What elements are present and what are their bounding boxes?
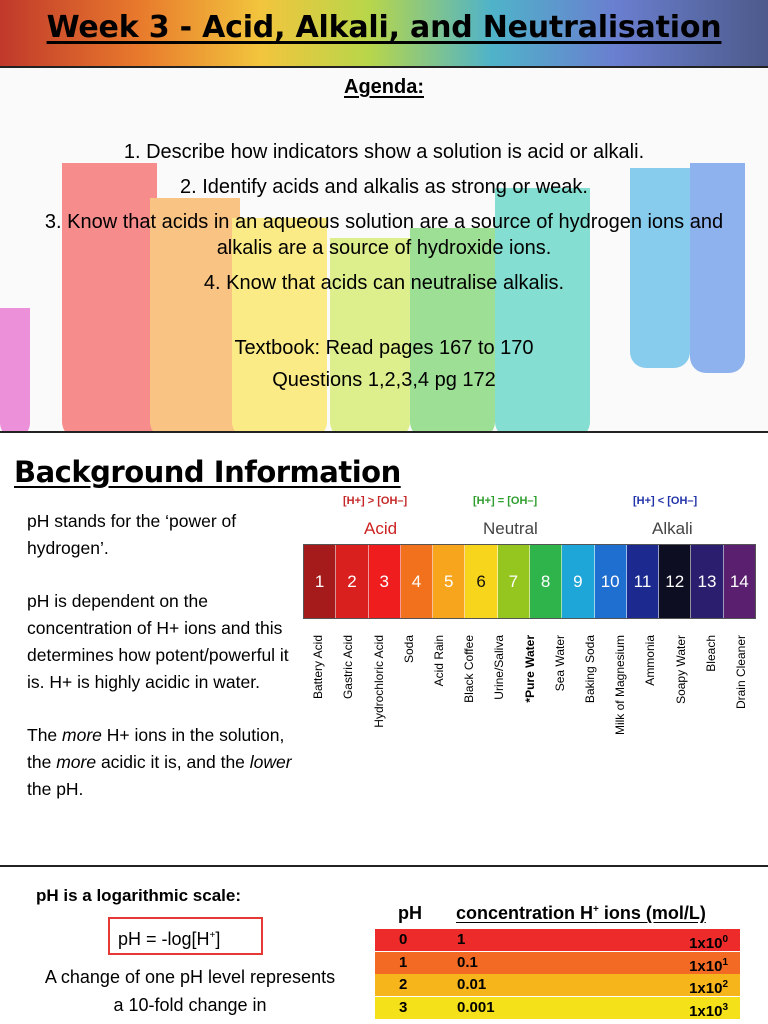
neutral-label: Neutral bbox=[483, 519, 538, 538]
ph-cell-6: 6 bbox=[465, 545, 497, 618]
agenda-goals bbox=[0, 139, 768, 296]
agenda-goal: 1. Describe how indicators show a solution is acid or alkali. bbox=[123, 141, 645, 163]
ph-example-column bbox=[726, 629, 756, 759]
ph-cell-14: 14 bbox=[724, 545, 755, 618]
ph-example-column bbox=[635, 629, 665, 759]
ph-example-label: Bleach bbox=[703, 635, 718, 672]
agenda-section bbox=[0, 68, 768, 433]
paragraph: The more H+ ions in the solution, the more acidic it is, and the lower the pH. bbox=[27, 725, 292, 799]
agenda-goal: 4. Know that acids can neutralise alkalis. bbox=[203, 272, 565, 294]
questions: Questions 1,2,3,4 pg 172 bbox=[272, 369, 496, 391]
paragraph: pH is dependent on the concentration of H+ ions and this determines how potent/powerful it is. H+ is highly acidic in water. bbox=[27, 591, 289, 692]
ph-example-label: Battery Acid bbox=[311, 635, 326, 700]
ph-example-label: Black Coffee bbox=[462, 635, 477, 703]
row-ph: 0 bbox=[399, 931, 408, 948]
logarithmic-section bbox=[0, 867, 768, 1024]
textbook-pages: Textbook: Read pages 167 to 170 bbox=[234, 337, 534, 359]
row-ph: 1 bbox=[399, 953, 408, 971]
alkali-condition: [H+] < [OH–] bbox=[633, 495, 698, 507]
ph-scale-bar bbox=[303, 544, 756, 619]
table-row bbox=[375, 974, 740, 996]
ph-cell-7: 7 bbox=[498, 545, 530, 618]
ph-cell-12: 12 bbox=[659, 545, 691, 618]
ph-example-column bbox=[454, 629, 484, 759]
ph-cell-2: 2 bbox=[336, 545, 368, 618]
ph-cell-11: 11 bbox=[627, 545, 659, 618]
ph-example-column bbox=[665, 629, 695, 759]
ph-example-label: *Pure Water bbox=[522, 635, 537, 703]
ph-cell-13: 13 bbox=[691, 545, 723, 618]
log-heading: pH is a logarithmic scale: bbox=[36, 886, 242, 905]
table-row bbox=[375, 929, 740, 951]
row-scientific: $1x10^3$ bbox=[689, 1001, 728, 1020]
ph-cell-8: 8 bbox=[530, 545, 562, 618]
table-header-concentration: concentration H+ ions (mol/L) bbox=[456, 903, 706, 923]
ph-example-column bbox=[484, 629, 514, 759]
ph-example-column bbox=[514, 629, 544, 759]
ph-example-label: Sea Water bbox=[552, 635, 567, 692]
ph-example-column bbox=[303, 629, 333, 759]
ph-example-column bbox=[394, 629, 424, 759]
ph-example-label: Acid Rain bbox=[431, 635, 446, 687]
row-ph: 2 bbox=[399, 976, 408, 993]
row-concentration: 0.001 bbox=[457, 998, 495, 1016]
ph-example-label: Soapy Water bbox=[673, 635, 688, 704]
acid-label: Acid bbox=[364, 519, 398, 538]
acid-condition: [H+] > [OH–] bbox=[343, 495, 408, 507]
title-banner bbox=[0, 0, 768, 68]
row-scientific: $1x10^0$ bbox=[689, 934, 728, 952]
page-title: Week 3 - Acid, Alkali, and Neutralisation bbox=[46, 10, 722, 45]
table-row bbox=[375, 997, 740, 1019]
ph-example-column bbox=[605, 629, 635, 759]
row-scientific: $1x10^1$ bbox=[689, 956, 728, 975]
ph-example-column bbox=[424, 629, 454, 759]
row-concentration: 0.1 bbox=[457, 953, 478, 971]
row-ph: 3 bbox=[399, 998, 408, 1016]
agenda-goal: 3. Know that acids in an aqueous solution are a source of hydrogen ions and alkalis are a source of hydroxide ions. bbox=[44, 211, 724, 259]
ph-example-label: Drain Cleaner bbox=[733, 635, 748, 710]
table-row bbox=[375, 952, 740, 974]
background-text bbox=[27, 508, 297, 829]
ph-example-label: Milk of Magnesium bbox=[613, 635, 628, 736]
ph-example-label: Baking Soda bbox=[582, 635, 597, 704]
ph-cell-9: 9 bbox=[562, 545, 594, 618]
ph-example-column bbox=[333, 629, 363, 759]
ph-example-label: Hydrochloric Acid bbox=[371, 635, 386, 728]
ph-example-column bbox=[575, 629, 605, 759]
row-concentration: 1 bbox=[457, 931, 466, 948]
ph-example-label: Soda bbox=[401, 635, 416, 664]
ph-cell-10: 10 bbox=[595, 545, 627, 618]
alkali-label: Alkali bbox=[652, 519, 693, 538]
ph-example-column bbox=[696, 629, 726, 759]
background-section bbox=[0, 433, 768, 867]
agenda-heading: Agenda: bbox=[344, 76, 424, 98]
ph-formula-box: pH = -log[H+] bbox=[108, 917, 263, 955]
agenda-content bbox=[0, 68, 768, 431]
ph-example-label: Ammonia bbox=[643, 635, 658, 686]
ph-example-label: Gastric Acid bbox=[341, 635, 356, 700]
row-scientific: $1x10^2$ bbox=[689, 979, 728, 997]
log-description: A change of one pH level represents a 10-fold change in bbox=[44, 967, 336, 1015]
ph-example-label: Urine/Saliva bbox=[492, 635, 507, 700]
ph-cell-4: 4 bbox=[401, 545, 433, 618]
ph-examples bbox=[303, 629, 756, 759]
agenda-goal: 2. Identify acids and alkalis as strong or weak. bbox=[180, 176, 588, 198]
reading-assignment bbox=[0, 332, 768, 396]
table-header-ph: pH bbox=[398, 903, 422, 923]
neutral-condition: [H+] = [OH–] bbox=[473, 495, 538, 507]
ph-example-column bbox=[363, 629, 393, 759]
ph-cell-5: 5 bbox=[433, 545, 465, 618]
paragraph: pH stands for the ‘power of hydrogen’. bbox=[27, 511, 237, 558]
ph-cell-1: 1 bbox=[304, 545, 336, 618]
row-concentration: 0.01 bbox=[457, 976, 487, 993]
background-heading: Background Information bbox=[14, 455, 401, 489]
ph-example-column bbox=[545, 629, 575, 759]
ph-cell-3: 3 bbox=[369, 545, 401, 618]
